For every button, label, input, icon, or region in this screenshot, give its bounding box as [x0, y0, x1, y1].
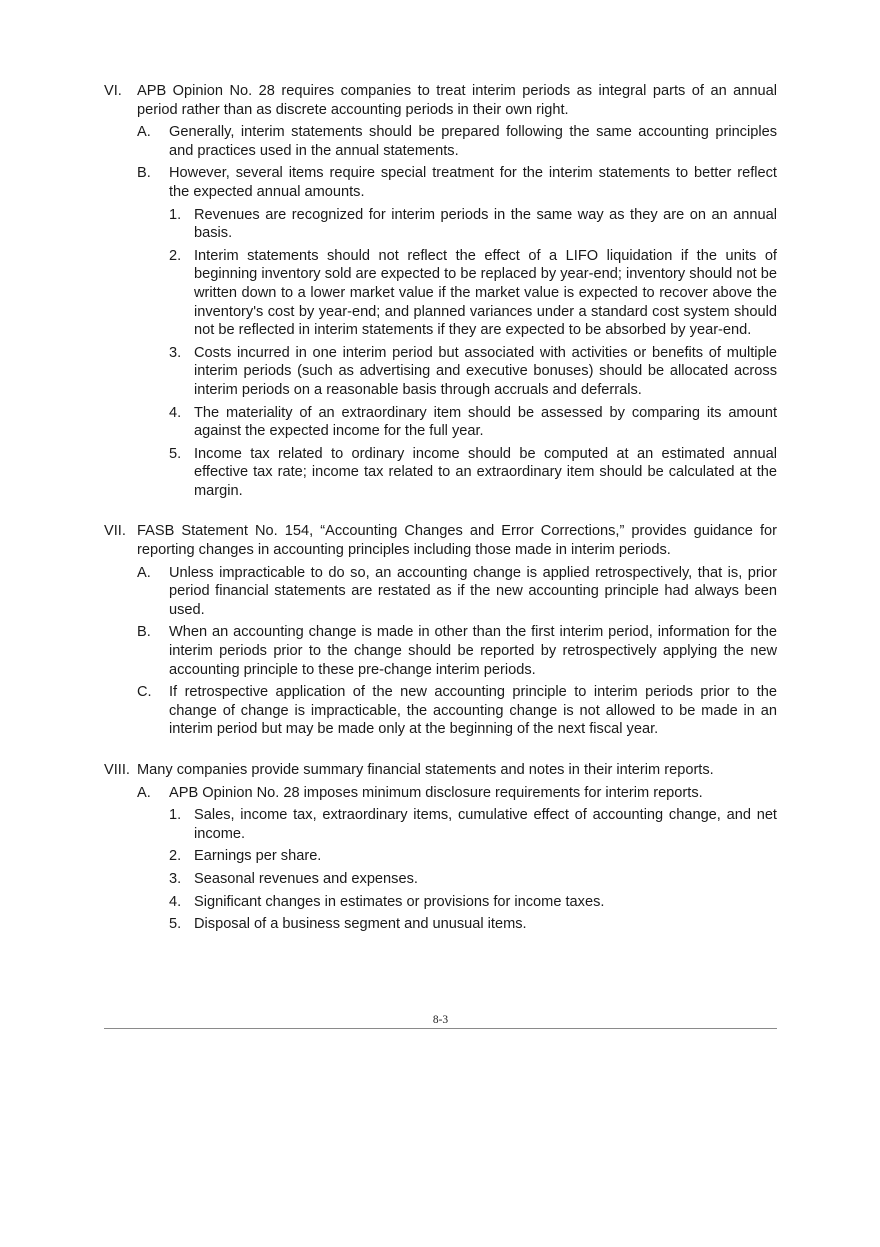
item-number: 1. — [169, 807, 182, 824]
subsection-letter: C. — [137, 684, 152, 701]
list-item — [169, 806, 777, 843]
subsection-letter: B. — [137, 624, 151, 641]
subsection-text: APB Opinion No. 28 imposes minimum disclosure requirements for interim reports. — [169, 784, 703, 801]
item-number: 3. — [169, 870, 182, 887]
list-item — [169, 870, 777, 889]
section-number: VIII. — [104, 762, 130, 778]
section-text: FASB Statement No. 154, “Accounting Changes and Error Corrections,” provides guidance for reporting changes in accounting principles including those made in interim periods. — [137, 523, 777, 559]
item-text: Interim statements should not reflect the effect of a LIFO liquidation if the units of beginning inventory sold are expected to be replaced by year-end; inventory should not be written down to a lower market value if the market value is expected to recover above the inventory's cost by year-end; and planned variances under a standard cost system should not be reflected in interim statements if they are expected to be absorbed by year-end. — [194, 247, 777, 339]
list-item — [169, 344, 777, 400]
item-number: 5. — [169, 916, 182, 933]
item-text: Income tax related to ordinary income should be computed at an estimated annual effective tax rate; income tax related to an extraordinary item should be calculated at the margin. — [194, 445, 777, 499]
subsection-letter: A. — [137, 124, 151, 141]
subsection-viii-a — [137, 784, 777, 934]
section-text: APB Opinion No. 28 requires companies to treat interim periods as integral parts of an annual period rather than as discrete accounting periods in their own right. — [137, 83, 777, 118]
item-text: Sales, income tax, extraordinary items, cumulative effect of accounting change, and net income. — [194, 807, 777, 842]
item-number: 4. — [169, 893, 182, 910]
subsection-text: If retrospective application of the new accounting principle to interim periods prior to the change of change is impracticable, the accounting change is not allowed to be made in an interim period but may be made only at the beginning of the next fiscal year. — [169, 684, 777, 738]
subsection-vii-a — [137, 564, 777, 620]
list-item — [169, 445, 777, 501]
page-number: 8-3 — [432, 1014, 449, 1026]
subsection-letter: A. — [137, 784, 151, 801]
section-text: Many companies provide summary financial statements and notes in their interim reports. — [137, 762, 714, 778]
list-item — [169, 247, 777, 340]
item-text: The materiality of an extraordinary item should be assessed by comparing its amount against the expected income for the full year. — [194, 404, 777, 440]
subsection-letter: B. — [137, 165, 151, 182]
list-item — [169, 893, 777, 912]
subsection-text: When an accounting change is made in other than the first interim period, information for the interim periods prior to the change should be reported by retrospectively applying the new accounting principle to these pre-change interim periods. — [169, 624, 777, 678]
item-text: Seasonal revenues and expenses. — [194, 870, 418, 887]
item-number: 2. — [169, 247, 182, 264]
item-number: 1. — [169, 206, 182, 223]
list-item — [169, 847, 777, 866]
item-text: Revenues are recognized for interim periods in the same way as they are on an annual basis. — [194, 206, 777, 242]
subsection-vi-b — [137, 164, 777, 500]
list-item — [169, 404, 777, 441]
footer-divider — [104, 1028, 777, 1029]
subsection-text: However, several items require special treatment for the interim statements to better reflect the expected annual amounts. — [169, 165, 777, 200]
subsection-text: Unless impracticable to do so, an accounting change is applied retrospectively, that is, prior period financial statements are restated as if the new accounting principle had always been used. — [169, 564, 777, 618]
item-number: 2. — [169, 848, 182, 865]
list-item — [169, 915, 777, 934]
subsection-letter: A. — [137, 564, 151, 581]
subsection-text: Generally, interim statements should be prepared following the same accounting principles and practices used in the annual statements. — [169, 124, 777, 159]
outline-section-viii — [104, 761, 777, 934]
outline-section-vi — [104, 82, 777, 500]
list-item — [169, 206, 777, 243]
subsection-vii-c — [137, 683, 777, 739]
item-text: Costs incurred in one interim period but associated with activities or benefits of multiple interim periods (such as advertising and executive bonuses) should be allocated across interim periods on a reasonable basis through accruals and deferrals. — [194, 344, 777, 398]
item-number: 5. — [169, 445, 182, 462]
section-number: VI. — [104, 83, 122, 99]
subsection-vii-b — [137, 623, 777, 679]
item-text: Disposal of a business segment and unusual items. — [194, 916, 527, 933]
section-number: VII. — [104, 523, 126, 540]
outline-section-vii — [104, 522, 777, 739]
item-number: 3. — [169, 344, 182, 361]
subsection-vi-a — [137, 123, 777, 160]
item-text: Earnings per share. — [194, 848, 322, 865]
item-number: 4. — [169, 404, 182, 421]
item-text: Significant changes in estimates or provisions for income taxes. — [194, 893, 605, 910]
outline-content — [104, 82, 777, 956]
